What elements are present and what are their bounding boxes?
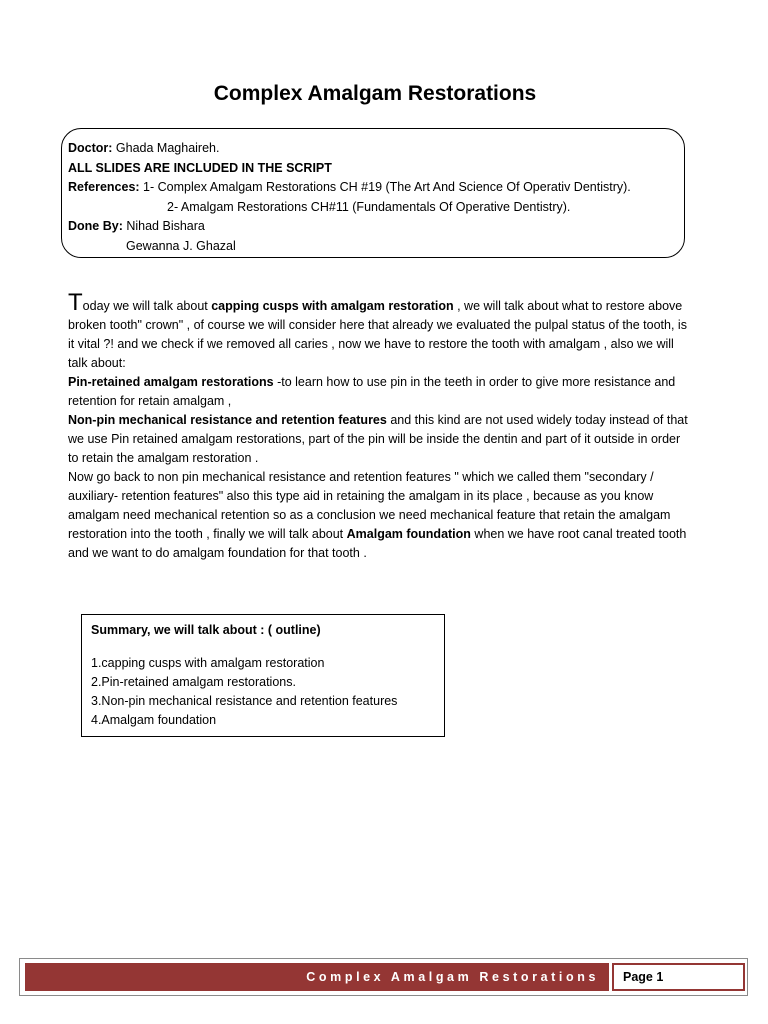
page-number: Page 1 xyxy=(612,963,745,991)
doctor-name: Ghada Maghaireh. xyxy=(112,141,220,155)
summary-heading: Summary, we will talk about : ( outline) xyxy=(91,623,321,637)
summary-item: 2.Pin-retained amalgam restorations. xyxy=(91,675,296,689)
intro-paragraph: Today we will talk about capping cusps with amalgam restoration , we will talk about what to restore above broken tooth" crown" , of course we will consider here that already we evaluated the pulpal status of the tooth, is it vital ?! and we check if we removed all caries , now we have to restore the tooth with amalgam , also we will talk about: xyxy=(68,289,687,370)
author-1: Nihad Bishara xyxy=(122,219,205,233)
summary-box xyxy=(81,614,445,737)
slides-note: ALL SLIDES ARE INCLUDED IN THE SCRIPT xyxy=(68,160,332,175)
drop-cap: T xyxy=(68,289,83,316)
summary-item: 1.capping cusps with amalgam restoration xyxy=(91,656,325,670)
page-title: Complex Amalgam Restorations xyxy=(213,82,537,105)
references-line xyxy=(68,178,678,198)
doctor-label: Doctor: xyxy=(68,141,113,155)
done-by-line xyxy=(68,217,678,237)
summary-item: 3.Non-pin mechanical resistance and retention features xyxy=(91,694,398,708)
pin-retained-paragraph: Pin-retained amalgam restorations -to learn how to use pin in the teeth in order to give more resistance and retention for retain amalgam , xyxy=(68,375,676,408)
foundation-paragraph: Now go back to non pin mechanical resistance and retention features " which we called them "secondary / auxiliary- retention features" also this type aid in retaining the amalgam in its place , because as you know amalgam need mechanical retention so as a conclusion we need mechanical feature that retain the amalgam restoration into the tooth , finally we will talk about Amalgam foundation when we have root canal treated tooth and we want to do amalgam foundation for that tooth . xyxy=(68,470,687,560)
reference-1: 1- Complex Amalgam Restorations CH #19 (The Art And Science Of Operativ Dentistry). xyxy=(139,180,631,194)
references-label: References: xyxy=(68,180,140,194)
summary-item: 4.Amalgam foundation xyxy=(91,713,217,727)
author-2: Gewanna J. Ghazal xyxy=(126,238,236,253)
body-text xyxy=(68,289,688,563)
reference-2: 2- Amalgam Restorations CH#11 (Fundamentals Of Operative Dentistry). xyxy=(167,199,571,214)
footer-running-title: Complex Amalgam Restorations xyxy=(25,963,609,991)
doctor-line xyxy=(68,139,678,159)
non-pin-paragraph: Non-pin mechanical resistance and retention features and this kind are not used widely today instead of that we use Pin retained amalgam restorations, part of the pin will be inside the dentin and part of it outside in order to retain the amalgam restoration . xyxy=(68,413,688,465)
done-by-label: Done By: xyxy=(68,219,123,233)
document-info-box xyxy=(61,128,685,258)
